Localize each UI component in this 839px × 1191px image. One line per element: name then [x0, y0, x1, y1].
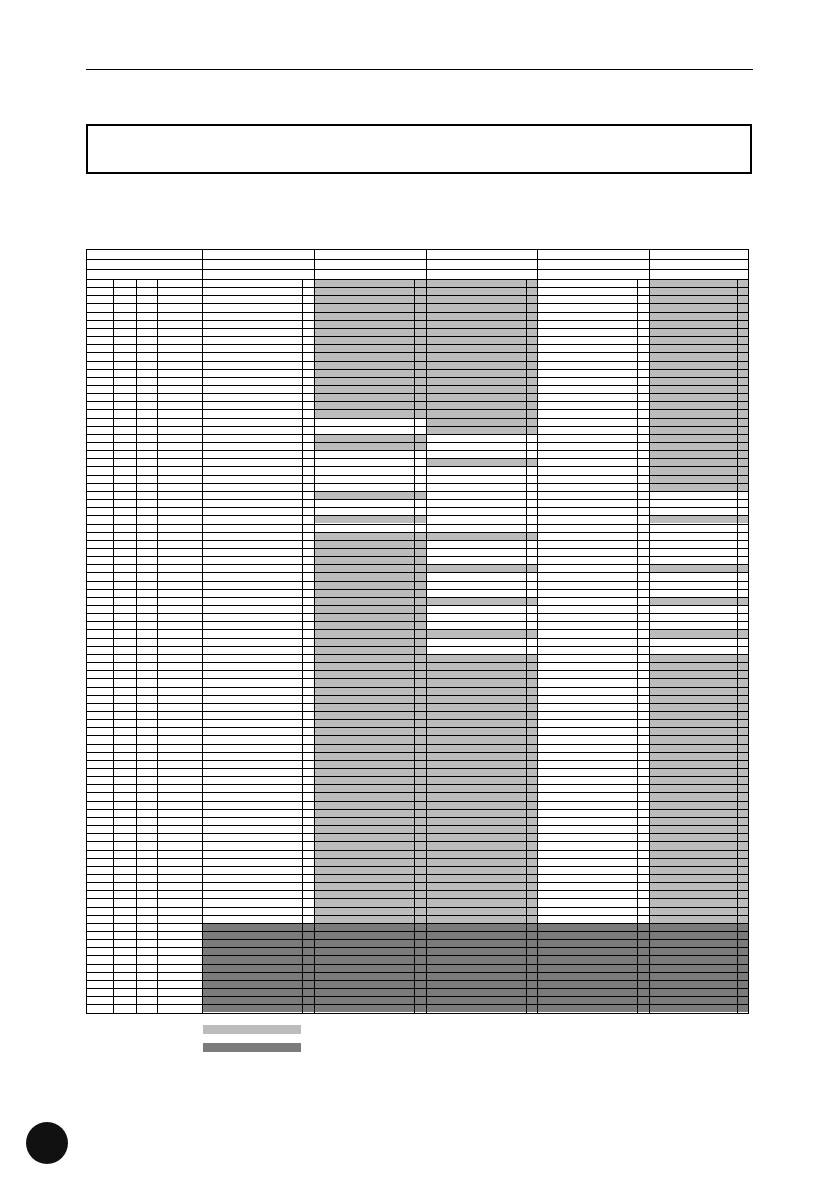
page-number-badge	[26, 1122, 68, 1164]
subcolumn-rule	[302, 279, 303, 1014]
light-shaded-cells	[650, 629, 749, 637]
light-shaded-cells	[650, 597, 749, 605]
column-rule	[314, 249, 315, 1014]
column-rule	[649, 249, 650, 1014]
light-shaded-cells	[650, 515, 749, 523]
header-rule	[86, 69, 753, 70]
subcolumn-rule	[737, 279, 738, 1014]
light-shaded-cells	[427, 597, 537, 605]
column-rule	[86, 249, 87, 1014]
light-shaded-cells	[315, 491, 426, 499]
light-shaded-cells	[315, 515, 426, 523]
column-rule	[748, 249, 749, 1014]
subcolumn-rule	[637, 279, 638, 1014]
subcolumn-rule	[526, 279, 527, 1014]
legend-dark-swatch	[203, 1043, 301, 1052]
subcolumn-rule	[157, 279, 158, 1014]
column-rule	[202, 249, 203, 1014]
title-box	[86, 124, 752, 174]
dark-shaded-cells	[203, 923, 749, 1013]
subcolumn-rule	[113, 279, 114, 1014]
legend-light-swatch	[203, 1025, 301, 1034]
light-shaded-cells	[315, 279, 426, 418]
light-shaded-cells	[427, 629, 537, 637]
column-rule	[426, 249, 427, 1014]
subcolumn-rule	[136, 279, 137, 1014]
column-rule	[537, 249, 538, 1014]
subcolumn-rule	[414, 279, 415, 1014]
